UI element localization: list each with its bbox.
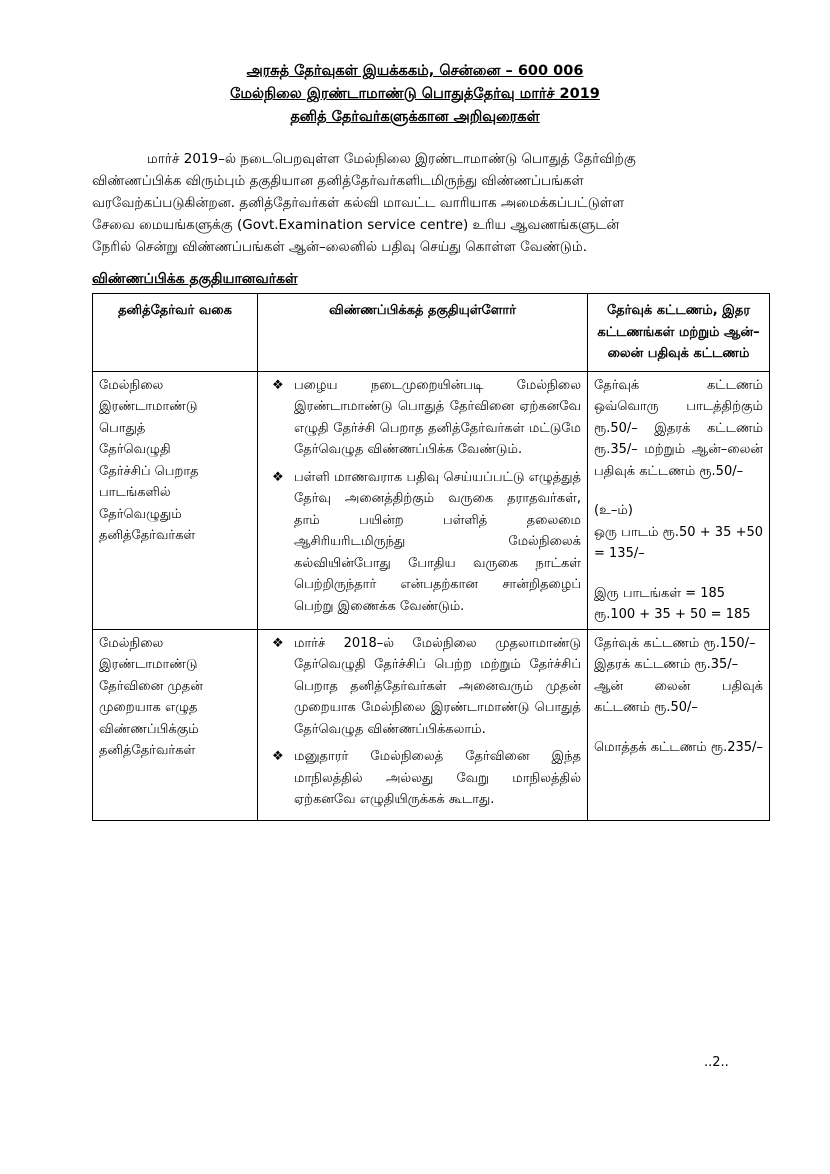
category-line: தேர்வெழுதி (99, 442, 171, 457)
table-row (93, 629, 770, 820)
heading-line-2: மேல்நிலை இரண்டாமாண்டு பொதுத்தேர்வு மார்ச் 2019 (230, 86, 600, 102)
category-line: தேர்ச்சிப் பெறாத (99, 463, 199, 479)
point-text: மனுதாரர் மேல்நிலைத் தேர்வினை இந்த மாநிலத்தில் அல்லது வேறு மாநிலத்தில் ஏற்கனவே எழுதியிருக்கக் கூடாது. (294, 749, 581, 807)
table-header-row (93, 294, 770, 372)
category-line: தேர்வெழுதும் (99, 506, 182, 522)
category-line: முறையாக எழுத (99, 700, 198, 715)
heading-line-3: தனித் தேர்வர்களுக்கான அறிவுரைகள் (290, 109, 540, 125)
header-fees: தேர்வுக் கட்டணம், இதர கட்டணங்கள் மற்றும் ஆன்–லைன் பதிவுக் கட்டணம் (588, 294, 770, 372)
fee-text: (உ–ம்) (594, 503, 633, 518)
header-category: தனித்தேர்வர் வகை (93, 294, 258, 372)
category-line: இரண்டாமாண்டு (99, 399, 198, 414)
fee-cell (588, 371, 770, 629)
intro-line: சேவை மையங்களுக்கு (Govt.Examination service centre) உரிய ஆவணங்களுடன் (92, 217, 620, 233)
eligibility-point (264, 746, 581, 811)
diamond-bullet-icon: ❖ (272, 469, 284, 485)
fee-text: இதரக் கட்டணம் ரூ.35/– (594, 657, 739, 672)
category-line: தேர்வினை முதன் (99, 678, 203, 694)
category-line: விண்ணப்பிக்கும் (99, 721, 199, 737)
category-line: தனித்தேர்வர்கள் (99, 743, 196, 758)
eligibility-table (92, 293, 770, 821)
heading-line-1: அரசுத் தேர்வுகள் இயக்ககம், சென்னை – 600 006 (246, 63, 584, 79)
document-heading (0, 60, 830, 129)
intro-line: வரவேற்கப்படுகின்றன. தனித்தேர்வர்கள் கல்வி மாவட்ட வாரியாக அமைக்கப்பட்டுள்ள (92, 195, 625, 211)
table-row (93, 371, 770, 629)
category-line: இரண்டாமாண்டு (99, 657, 198, 672)
fee-text: தேர்வுக் கட்டணம் ஒவ்வொரு பாடத்திற்கும் ரூ.50/– இதரக் கட்டணம் ரூ.35/– மற்றும் ஆன்–லைன் பதிவுக் கட்டணம் ரூ.50/– (594, 377, 763, 479)
header-eligibility: விண்ணப்பிக்கத் தகுதியுள்ளோர் (258, 294, 588, 372)
category-line: பொதுத் (99, 420, 146, 436)
diamond-bullet-icon: ❖ (272, 377, 284, 393)
point-text: பள்ளி மாணவராக பதிவு செய்யப்பட்டு எழுத்துத் தேர்வு அனைத்திற்கும் வருகை தராதவர்கள், தாம் பயின்ற பள்ளித் தலைமை ஆசிரியரிடமிருந்து மேல்நிலைக் கல்வியின்போது போதிய வருகை நாட்கள் பெற்றிருந்தார் என்பதற்கான சான்றிதழைப் பெற்று இணைக்க வேண்டும். (294, 469, 581, 614)
page-number: ..2.. (704, 1055, 729, 1070)
eligibility-point (264, 633, 581, 741)
category-cell (93, 371, 258, 629)
fee-text: ரூ.100 + 35 + 50 = 185 (594, 607, 751, 622)
category-line: மேல்நிலை (99, 377, 164, 393)
category-line: மேல்நிலை (99, 635, 164, 651)
category-line: பாடங்களில் (99, 485, 171, 500)
section-title: விண்ணப்பிக்க தகுதியானவர்கள் (92, 271, 298, 287)
eligibility-point (264, 375, 581, 461)
eligibility-point (264, 467, 581, 618)
intro-paragraph (92, 148, 742, 258)
category-cell (93, 629, 258, 820)
fee-text: ஆன் லைன் பதிவுக் கட்டணம் ரூ.50/– (594, 678, 763, 715)
eligibility-cell (258, 629, 588, 820)
point-text: பழைய நடைமுறையின்படி மேல்நிலை இரண்டாமாண்டு பொதுத் தேர்வினை ஏற்கனவே எழுதி தேர்ச்சி பெறாத தனித்தேர்வர்கள் மட்டுமே தேர்வெழுத விண்ணப்பிக்க வேண்டும். (294, 377, 581, 457)
fee-text: தேர்வுக் கட்டணம் ரூ.150/– (594, 635, 756, 651)
point-text: மார்ச் 2018–ல் மேல்நிலை முதலாமாண்டு தேர்வெழுதி தேர்ச்சிப் பெற்ற மற்றும் தேர்ச்சிப் பெறாத தனித்தேர்வர்கள் அனைவரும் முதன் முறையாக மேல்நிலை இரண்டாமாண்டு பொதுத் தேர்வெழுத விண்ணப்பிக்கலாம். (294, 635, 581, 737)
fee-text: இரு பாடங்கள் = 185 (594, 585, 726, 601)
fee-text: மொத்தக் கட்டணம் ரூ.235/– (594, 739, 763, 755)
diamond-bullet-icon: ❖ (272, 749, 284, 764)
fee-cell (588, 629, 770, 820)
fee-text: ஒரு பாடம் ரூ.50 + 35 +50 = 135/– (594, 524, 763, 561)
intro-line: விண்ணப்பிக்க விரும்பும் தகுதியான தனித்தேர்வர்களிடமிருந்து விண்ணப்பங்கள் (92, 173, 584, 189)
diamond-bullet-icon: ❖ (272, 635, 284, 651)
category-line: தனித்தேர்வர்கள் (99, 528, 196, 543)
intro-line: நேரில் சென்று விண்ணப்பங்கள் ஆன்–லைனில் பதிவு செய்து கொள்ள வேண்டும். (92, 239, 588, 255)
intro-line: மார்ச் 2019–ல் நடைபெறவுள்ள மேல்நிலை இரண்டாமாண்டு பொதுத் தேர்விற்கு (147, 151, 636, 167)
eligibility-cell (258, 371, 588, 629)
